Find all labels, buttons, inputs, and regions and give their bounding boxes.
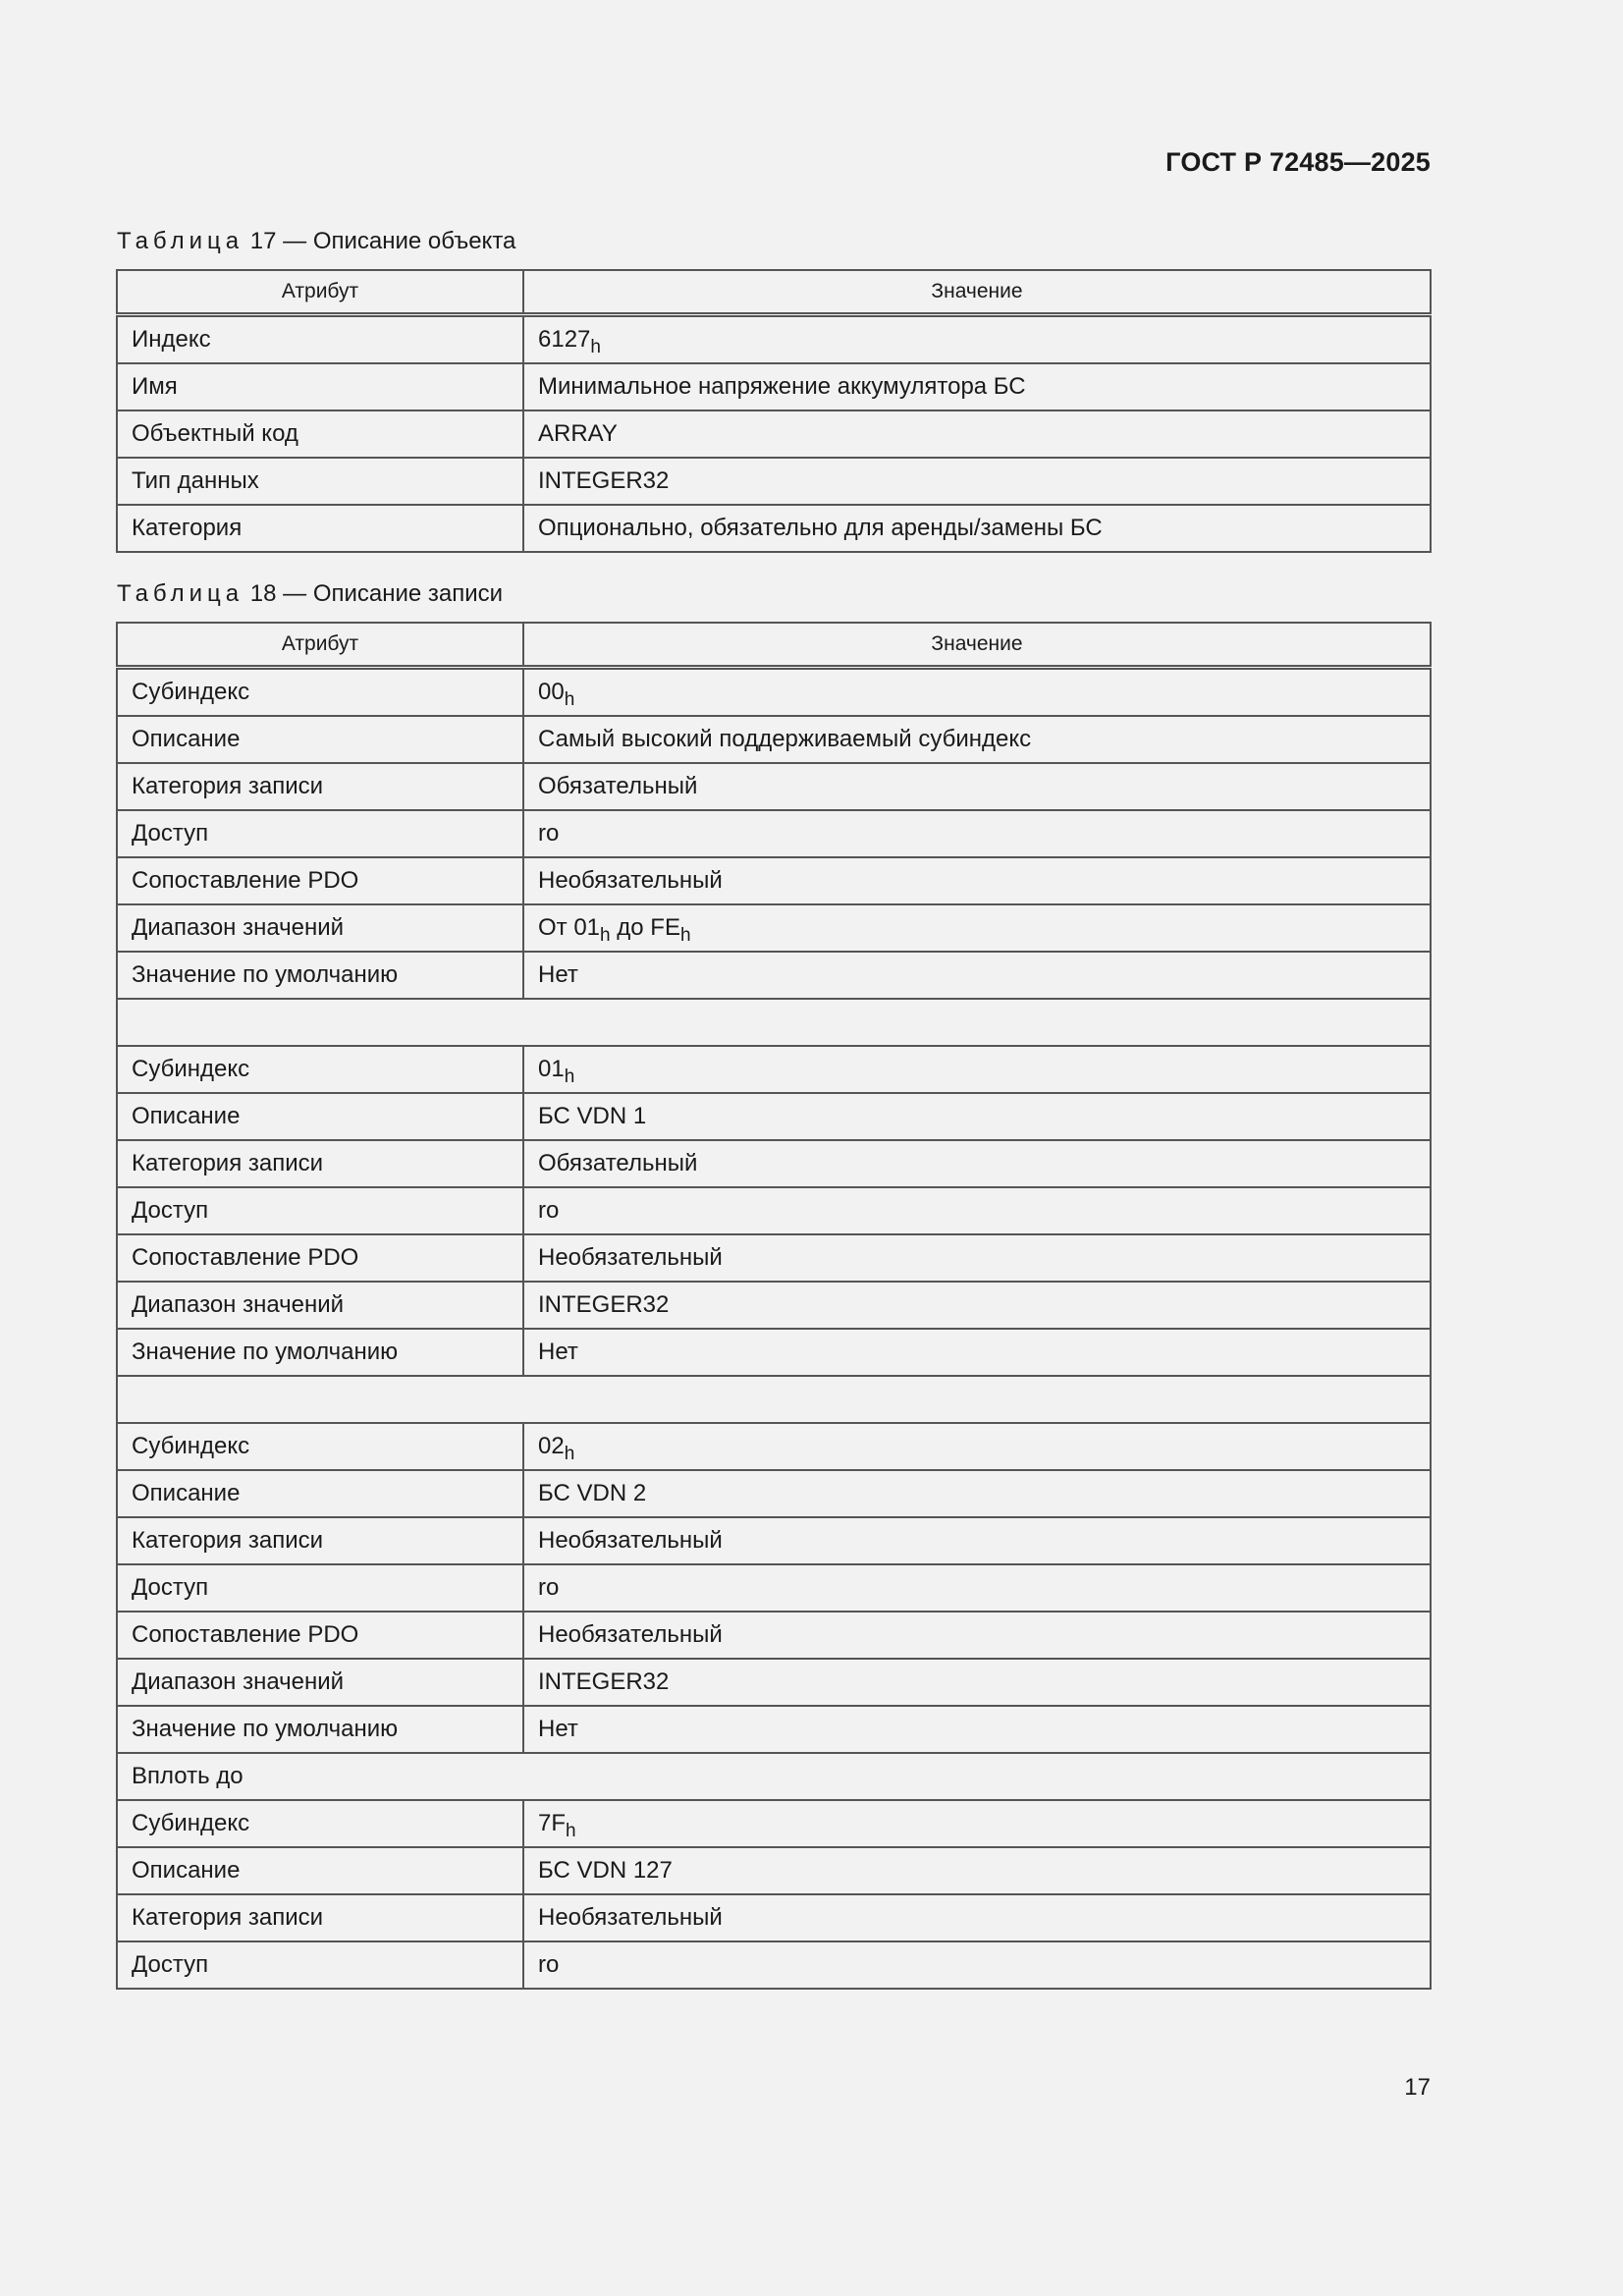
value-cell (523, 1706, 1431, 1753)
table-row (117, 1800, 1431, 1847)
table-row (117, 1941, 1431, 1989)
value-text: Нет (538, 961, 578, 988)
table-18-body (117, 668, 1431, 1990)
table-row (117, 315, 1431, 364)
attribute-cell: Объектный код (117, 410, 523, 458)
attribute-cell: Значение по умолчанию (117, 1329, 523, 1376)
value-text: Нет (538, 1716, 578, 1742)
attribute-cell: Индекс (117, 315, 523, 364)
value-cell (523, 1800, 1431, 1847)
table-row (117, 1046, 1431, 1093)
value-cell (523, 1564, 1431, 1612)
value-cell (523, 1423, 1431, 1470)
hex-suffix: h (564, 1066, 575, 1087)
value-text-mid: до FE (610, 914, 680, 941)
value-cell (523, 810, 1431, 857)
table-17-object-description (116, 269, 1432, 553)
column-header-value: Значение (523, 623, 1431, 668)
attribute-cell: Сопоставление PDO (117, 1612, 523, 1659)
table-18-caption (117, 580, 503, 608)
value-cell (523, 315, 1431, 364)
value-cell (523, 1329, 1431, 1376)
table-row (117, 1564, 1431, 1612)
value-text: БС VDN 1 (538, 1103, 647, 1129)
value-cell (523, 363, 1431, 410)
table-row (117, 763, 1431, 810)
attribute-cell: Категория (117, 505, 523, 552)
table-18-caption-text: 18 — Описание записи (249, 580, 504, 607)
value-cell (523, 904, 1431, 952)
table-row (117, 1093, 1431, 1140)
value-text: Обязательный (538, 1150, 698, 1176)
hex-suffix: h (590, 337, 601, 357)
table-18-caption-word: Таблица (117, 580, 244, 607)
attribute-cell: Доступ (117, 810, 523, 857)
table-header-row (117, 623, 1431, 668)
value-cell (523, 1187, 1431, 1234)
value-cell (523, 668, 1431, 717)
value-cell (523, 1140, 1431, 1187)
separator-cell (117, 999, 1431, 1046)
attribute-cell: Субиндекс (117, 668, 523, 717)
table-header-row (117, 270, 1431, 315)
table-row (117, 505, 1431, 552)
table-row (117, 1706, 1431, 1753)
table-row (117, 668, 1431, 717)
value-cell (523, 1282, 1431, 1329)
attribute-cell: Значение по умолчанию (117, 952, 523, 999)
attribute-cell: Категория записи (117, 763, 523, 810)
separator-row (117, 1376, 1431, 1423)
document-code: ГОСТ Р 72485—2025 (1165, 147, 1431, 177)
table-row (117, 810, 1431, 857)
value-text: ro (538, 1197, 560, 1224)
table-row (117, 716, 1431, 763)
attribute-cell: Субиндекс (117, 1800, 523, 1847)
column-header-attribute: Атрибут (117, 623, 523, 668)
value-text: 02 (538, 1433, 565, 1459)
value-text: INTEGER32 (538, 1668, 670, 1695)
attribute-cell: Доступ (117, 1564, 523, 1612)
table-17-caption (117, 228, 515, 255)
hex-suffix: h (566, 1821, 576, 1841)
value-cell (523, 1894, 1431, 1941)
separator-row (117, 1753, 1431, 1800)
value-text: 00 (538, 679, 565, 705)
separator-cell (117, 1376, 1431, 1423)
attribute-cell: Диапазон значений (117, 1282, 523, 1329)
value-cell (523, 1941, 1431, 1989)
value-cell (523, 716, 1431, 763)
value-text: Самый высокий поддерживаемый субиндекс (538, 726, 1032, 752)
attribute-cell: Категория записи (117, 1894, 523, 1941)
value-text: Нет (538, 1339, 578, 1365)
value-text: Минимальное напряжение аккумулятора БС (538, 373, 1026, 400)
value-text: БС VDN 2 (538, 1480, 647, 1506)
value-text: 7F (538, 1810, 567, 1836)
value-cell (523, 1517, 1431, 1564)
table-row (117, 1140, 1431, 1187)
hex-suffix: h (564, 689, 575, 710)
value-cell (523, 1470, 1431, 1517)
table-18-record-description (116, 622, 1432, 1990)
attribute-cell: Доступ (117, 1941, 523, 1989)
value-text: Необязательный (538, 1527, 723, 1554)
value-cell (523, 1847, 1431, 1894)
value-text: БС VDN 127 (538, 1857, 673, 1884)
value-text: ro (538, 820, 560, 847)
table-row (117, 1894, 1431, 1941)
value-text: От 01 (538, 914, 601, 941)
value-cell (523, 1093, 1431, 1140)
value-cell (523, 1234, 1431, 1282)
attribute-cell: Доступ (117, 1187, 523, 1234)
attribute-cell: Категория записи (117, 1140, 523, 1187)
value-text: 6127 (538, 326, 591, 353)
value-cell (523, 1659, 1431, 1706)
value-cell (523, 458, 1431, 505)
attribute-cell: Субиндекс (117, 1423, 523, 1470)
attribute-cell: Описание (117, 1093, 523, 1140)
value-text: Опционально, обязательно для аренды/замены БС (538, 515, 1103, 541)
column-header-value: Значение (523, 270, 1431, 315)
table-row (117, 952, 1431, 999)
table-row (117, 857, 1431, 904)
table-17-body (117, 315, 1431, 553)
table-17-caption-word: Таблица (117, 228, 244, 254)
value-text: Обязательный (538, 773, 698, 799)
hex-suffix: h (679, 925, 691, 946)
table-row (117, 1329, 1431, 1376)
value-cell (523, 952, 1431, 999)
value-text: ARRAY (538, 420, 618, 447)
value-cell (523, 763, 1431, 810)
value-cell (523, 857, 1431, 904)
table-row (117, 1612, 1431, 1659)
value-text: 01 (538, 1056, 565, 1082)
attribute-cell: Диапазон значений (117, 1659, 523, 1706)
value-text: Необязательный (538, 1904, 723, 1931)
value-cell (523, 1612, 1431, 1659)
value-text: ro (538, 1574, 560, 1601)
attribute-cell: Описание (117, 1470, 523, 1517)
attribute-cell: Субиндекс (117, 1046, 523, 1093)
table-row (117, 363, 1431, 410)
page-number: 17 (1404, 2074, 1431, 2101)
value-text: Необязательный (538, 1244, 723, 1271)
attribute-cell: Сопоставление PDO (117, 857, 523, 904)
table-row (117, 1659, 1431, 1706)
value-text: Необязательный (538, 1621, 723, 1648)
table-row (117, 1470, 1431, 1517)
attribute-cell: Категория записи (117, 1517, 523, 1564)
table-row (117, 1234, 1431, 1282)
attribute-cell: Имя (117, 363, 523, 410)
value-text: ro (538, 1951, 560, 1978)
column-header-attribute: Атрибут (117, 270, 523, 315)
value-text: INTEGER32 (538, 1291, 670, 1318)
value-text: Необязательный (538, 867, 723, 894)
table-17-caption-text: 17 — Описание объекта (249, 228, 516, 254)
table-row (117, 1517, 1431, 1564)
attribute-cell: Описание (117, 716, 523, 763)
attribute-cell: Сопоставление PDO (117, 1234, 523, 1282)
table-row (117, 1847, 1431, 1894)
hex-suffix: h (564, 1444, 575, 1464)
value-cell (523, 410, 1431, 458)
attribute-cell: Значение по умолчанию (117, 1706, 523, 1753)
attribute-cell: Тип данных (117, 458, 523, 505)
attribute-cell: Описание (117, 1847, 523, 1894)
separator-cell: Вплоть до (117, 1753, 1431, 1800)
table-row (117, 1187, 1431, 1234)
table-row (117, 1282, 1431, 1329)
table-row (117, 1423, 1431, 1470)
separator-row (117, 999, 1431, 1046)
value-text: INTEGER32 (538, 467, 670, 494)
attribute-cell: Диапазон значений (117, 904, 523, 952)
table-row (117, 410, 1431, 458)
value-cell (523, 1046, 1431, 1093)
value-cell (523, 505, 1431, 552)
table-row (117, 904, 1431, 952)
hex-suffix: h (600, 925, 611, 946)
table-row (117, 458, 1431, 505)
